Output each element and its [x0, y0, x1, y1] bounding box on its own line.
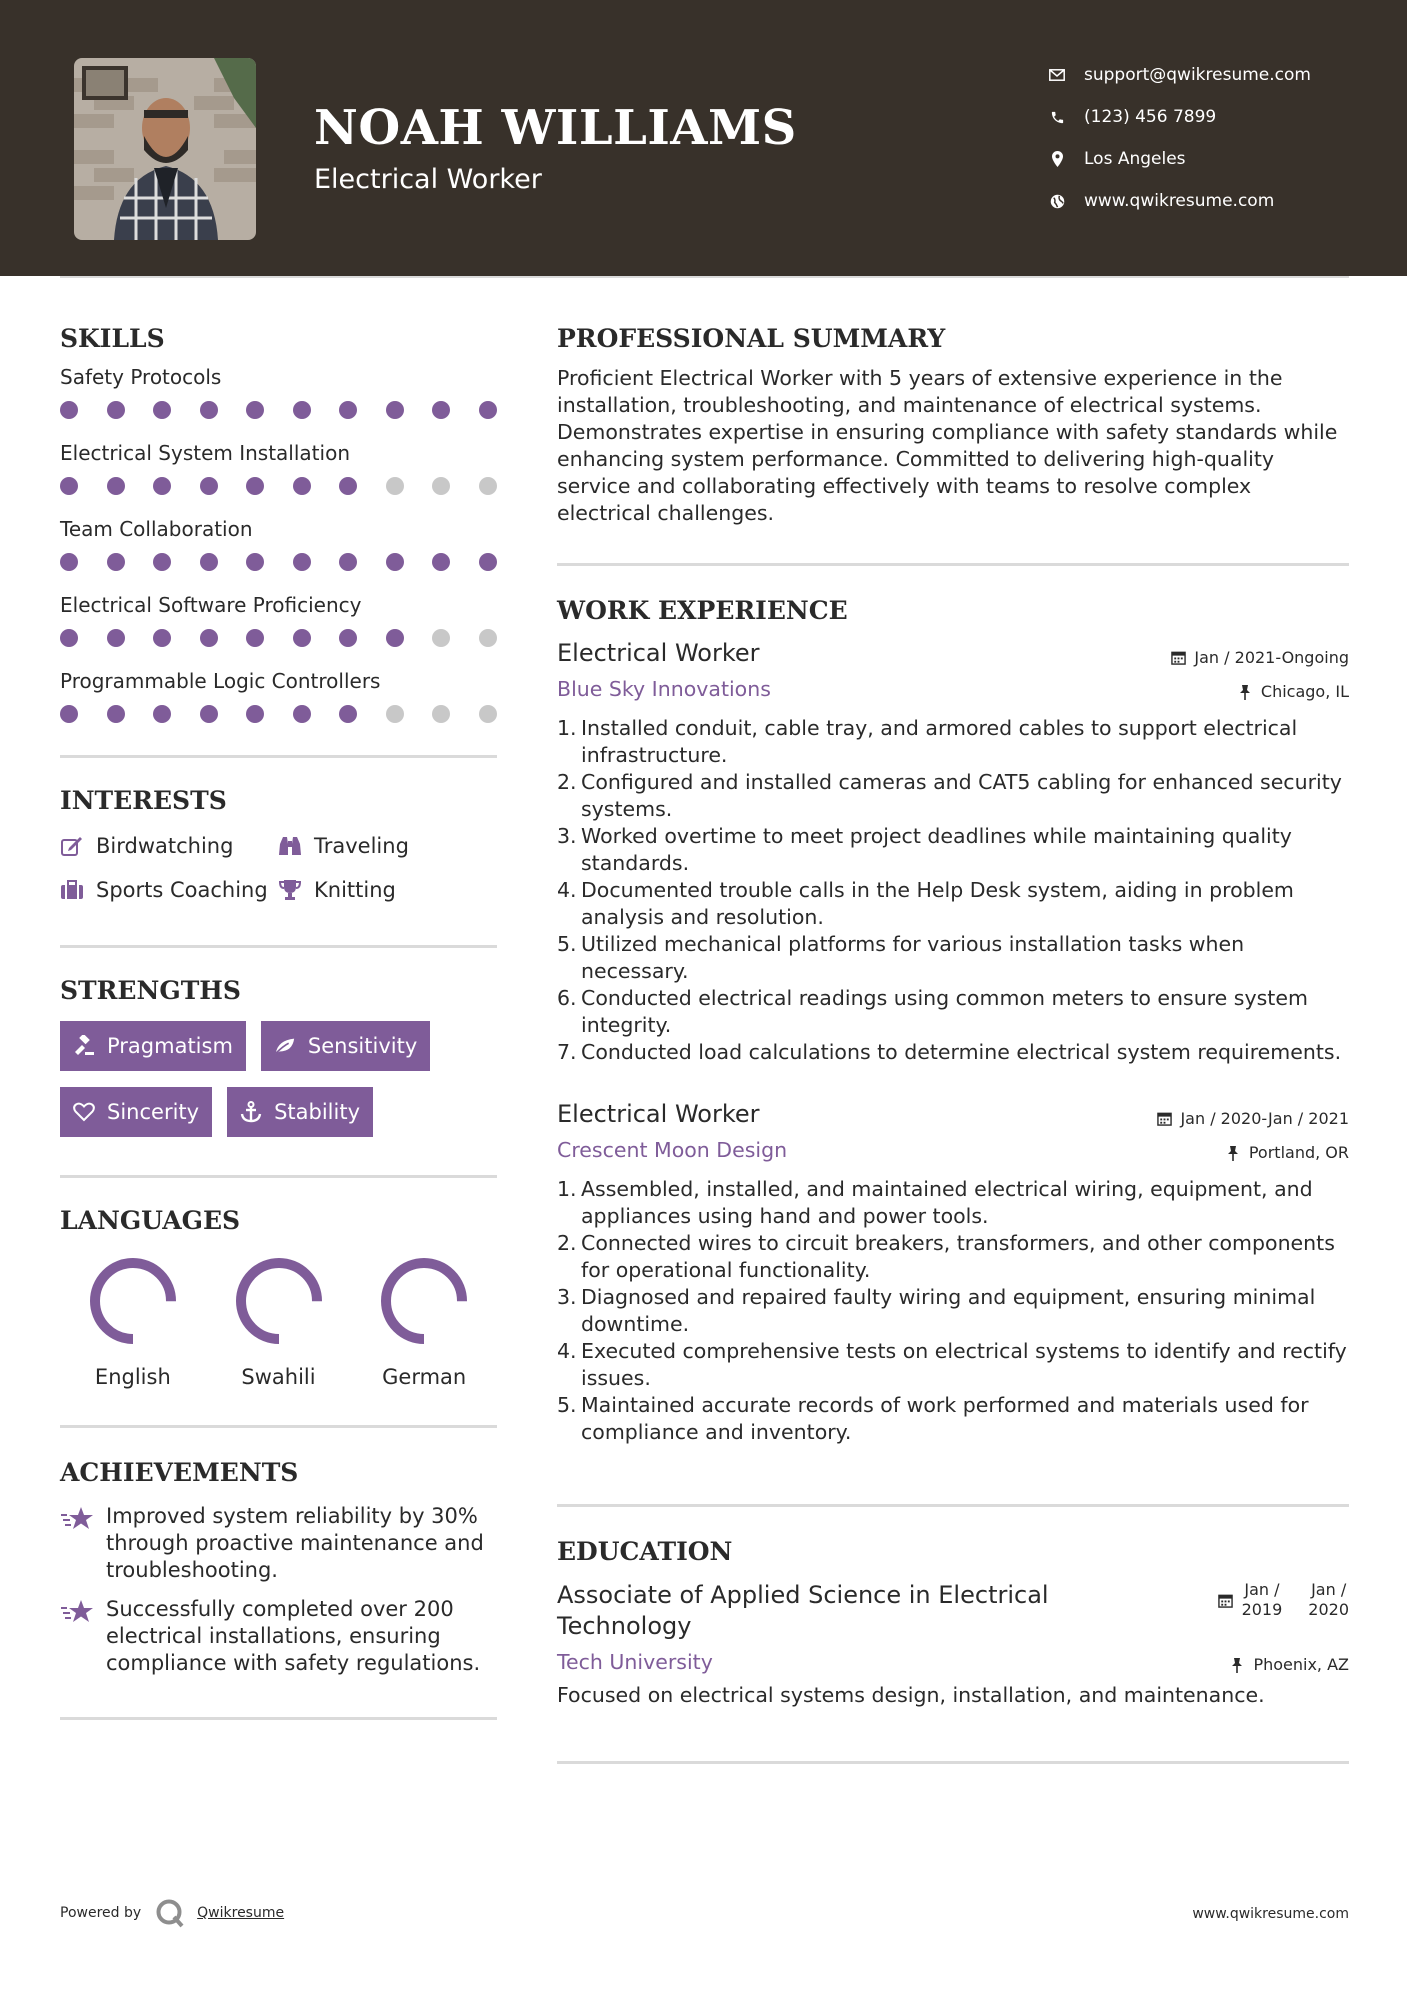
duty-text: Conducted load calculations to determine electrical system requirements. [581, 1040, 1342, 1064]
education-start-date [1242, 1580, 1283, 1620]
degree-line: Associate of Applied Science in Electrical [557, 1581, 1049, 1609]
job-subheader [557, 1138, 1349, 1162]
rating-dot-filled [246, 705, 264, 723]
rating-dot-filled [153, 401, 171, 419]
language-label: English [94, 1365, 171, 1389]
globe-icon [1048, 192, 1066, 210]
achievement-text: Improved system reliability by 30% through proactive maintenance and troubleshooting. [106, 1504, 484, 1582]
pushpin-icon [1229, 1657, 1245, 1673]
company-name: Crescent Moon Design [557, 1138, 788, 1162]
language-item [351, 1255, 497, 1389]
duty-number: 3. [557, 824, 577, 848]
rating-dot-filled [386, 553, 404, 571]
duty-text: Documented trouble calls in the Help Desk system, aiding in problem analysis and resolution. [581, 878, 1294, 929]
duty-number: 4. [557, 878, 577, 902]
job-entry [557, 639, 1349, 1066]
education-section [557, 1537, 1349, 1709]
rating-dot-filled [200, 553, 218, 571]
duty-number: 6. [557, 986, 577, 1010]
rating-dot-filled [339, 401, 357, 419]
section-divider [557, 1504, 1349, 1507]
language-label: Swahili [241, 1365, 316, 1389]
rating-dot-filled [432, 553, 450, 571]
contact-email[interactable] [1048, 54, 1311, 96]
star-icon [60, 1596, 94, 1677]
interest-label: Sports Coaching [96, 878, 268, 902]
duty-number: 2. [557, 1231, 577, 1255]
section-divider [557, 563, 1349, 566]
duty-item [557, 1338, 1349, 1392]
skill-name: Electrical Software Proficiency [60, 593, 362, 617]
rating-dot-filled [153, 705, 171, 723]
duty-number: 2. [557, 770, 577, 794]
pushpin-icon [1237, 684, 1253, 700]
job-header [557, 639, 1349, 667]
duty-item [557, 823, 1349, 877]
right-column [557, 276, 1349, 1764]
binoculars-icon [278, 834, 302, 858]
duty-text: Installed conduit, cable tray, and armored cables to support electrical infrastructure. [581, 716, 1298, 767]
rating-dot-filled [153, 629, 171, 647]
interest-label: Knitting [314, 878, 396, 902]
achievement-item [60, 1596, 497, 1677]
rating-dot-filled [200, 629, 218, 647]
duty-number: 7. [557, 1040, 577, 1064]
summary-text: Proficient Electrical Worker with 5 years of extensive experience in the installation, troubleshooting, and maintenance of electrical systems. Demonstrates expertise in ensuring compliance with safety standards while enhancing system performance. Committed to delivering high-quality service and collaborating effectively with teams to resolve complex electrical challenges. [557, 366, 1338, 525]
skill-item [60, 439, 497, 495]
languages-title: LANGUAGES [60, 1206, 241, 1235]
skill-name: Electrical System Installation [60, 441, 350, 465]
skills-list [60, 363, 497, 723]
interests-section [60, 786, 497, 905]
interest-item [278, 831, 488, 861]
rating-dot-filled [60, 553, 78, 571]
duty-text: Executed comprehensive tests on electrical systems to identify and rectify issues. [581, 1339, 1347, 1390]
education-subheader [557, 1650, 1349, 1674]
education-header [557, 1580, 1349, 1642]
education-title: EDUCATION [557, 1537, 733, 1566]
rating-dot-filled [293, 705, 311, 723]
interest-item [60, 831, 278, 861]
rating-dot-filled [200, 401, 218, 419]
anchor-icon [240, 1101, 262, 1123]
rating-dot-empty [386, 477, 404, 495]
calendar-icon [1218, 1592, 1234, 1608]
interest-label: Birdwatching [96, 834, 234, 858]
duty-item [557, 1176, 1349, 1230]
duty-text: Worked overtime to meet project deadlines while maintaining quality standards. [581, 824, 1292, 875]
rating-dot-filled [339, 553, 357, 571]
section-divider [60, 1425, 497, 1428]
job-location-text: Chicago, IL [1260, 682, 1349, 701]
rating-dot-filled [107, 553, 125, 571]
duty-number: 1. [557, 716, 577, 740]
summary-section [557, 324, 1349, 527]
achievements-title: ACHIEVEMENTS [60, 1458, 299, 1487]
contact-phone[interactable] [1048, 96, 1311, 138]
date-part: 2020 [1308, 1600, 1349, 1619]
company-name: Blue Sky Innovations [557, 677, 771, 701]
degree-title [557, 1580, 1049, 1642]
calendar-icon [1170, 650, 1186, 666]
candidate-name: NOAH WILLIAMS [314, 100, 797, 156]
rating-dot-filled [293, 629, 311, 647]
left-column [60, 276, 497, 1720]
rating-dot-filled [153, 477, 171, 495]
summary-title: PROFESSIONAL SUMMARY [557, 324, 946, 353]
strength-label: Pragmatism [107, 1034, 233, 1058]
strength-badge [60, 1021, 246, 1071]
duty-item [557, 769, 1349, 823]
skill-item [60, 591, 497, 647]
skill-name: Programmable Logic Controllers [60, 669, 381, 693]
duty-item [557, 1284, 1349, 1338]
duty-item [557, 877, 1349, 931]
rating-dot-filled [153, 553, 171, 571]
rating-dot-filled [479, 401, 497, 419]
section-divider [60, 755, 497, 758]
rating-dot-filled [107, 401, 125, 419]
languages-section [60, 1206, 497, 1389]
skill-name: Safety Protocols [60, 365, 222, 389]
gavel-icon [73, 1035, 95, 1057]
achievement-text: Successfully completed over 200 electrical installations, ensuring compliance with safety regulations. [106, 1597, 481, 1675]
language-item [206, 1255, 352, 1389]
footer-url[interactable]: www.qwikresume.com [1192, 1906, 1349, 1922]
rating-dot-filled [246, 553, 264, 571]
proficiency-arc [386, 1263, 462, 1339]
duty-item [557, 1392, 1349, 1446]
duty-item [557, 985, 1349, 1039]
rating-dot-filled [479, 553, 497, 571]
education-location-text: Phoenix, AZ [1253, 1655, 1349, 1674]
rating-dot-empty [386, 705, 404, 723]
strength-label: Sensitivity [307, 1034, 418, 1058]
contact-list [1048, 54, 1311, 222]
languages-list [60, 1255, 497, 1389]
proficiency-arc [95, 1263, 171, 1339]
education-location [1229, 1655, 1349, 1674]
education-end-date [1308, 1580, 1349, 1620]
envelope-icon [1048, 66, 1066, 84]
interest-item [60, 875, 278, 905]
language-label: German [382, 1365, 467, 1389]
rating-dot-filled [107, 705, 125, 723]
skill-rating [60, 705, 497, 723]
skills-title: SKILLS [60, 324, 165, 353]
section-divider [60, 1717, 497, 1720]
rating-dot-filled [293, 477, 311, 495]
job-subheader [557, 677, 1349, 701]
suitcase-icon [60, 878, 84, 902]
powered-by-text: Powered by [60, 1905, 142, 1921]
duty-item [557, 931, 1349, 985]
rating-dot-filled [339, 477, 357, 495]
edit-icon [60, 834, 84, 858]
strength-label: Stability [274, 1100, 361, 1124]
job-dates [1156, 1109, 1349, 1128]
rating-dot-empty [432, 629, 450, 647]
degree-line: Technology [557, 1612, 692, 1640]
job-location [1237, 682, 1349, 701]
job-entry [557, 1100, 1349, 1446]
duty-text: Assembled, installed, and maintained electrical wiring, equipment, and appliances using hand and power tools. [581, 1177, 1313, 1228]
rating-dot-filled [339, 705, 357, 723]
language-proficiency-ring [87, 1255, 179, 1347]
contact-email-text: support@qwikresume.com [1084, 65, 1311, 85]
section-divider [60, 945, 497, 948]
rating-dot-filled [246, 629, 264, 647]
duty-number: 5. [557, 932, 577, 956]
contact-location [1048, 138, 1311, 180]
rating-dot-filled [386, 629, 404, 647]
date-part: 2019 [1241, 1600, 1283, 1619]
brand-link[interactable]: Qwikresume [197, 1905, 285, 1921]
job-dates [1170, 648, 1349, 667]
job-location [1225, 1143, 1349, 1162]
achievement-item [60, 1503, 497, 1584]
language-proficiency-ring [378, 1255, 470, 1347]
strength-badge [227, 1087, 373, 1137]
job-title: Electrical Worker [557, 1100, 760, 1128]
contact-phone-text: (123) 456 7899 [1084, 107, 1217, 127]
rating-dot-filled [339, 629, 357, 647]
location-pin-icon [1048, 150, 1066, 168]
duty-text: Diagnosed and repaired faulty wiring and equipment, ensuring minimal downtime. [581, 1285, 1316, 1336]
date-part: Jan / [1311, 1580, 1347, 1599]
interests-list [60, 831, 497, 905]
duty-text: Utilized mechanical platforms for various installation tasks when necessary. [581, 932, 1245, 983]
strength-badge [60, 1087, 212, 1137]
education-dates [1218, 1580, 1349, 1642]
job-duties [557, 715, 1349, 1066]
education-description: Focused on electrical systems design, installation, and maintenance. [557, 1683, 1265, 1707]
contact-website[interactable] [1048, 180, 1311, 222]
skill-item [60, 363, 497, 419]
job-location-text: Portland, OR [1248, 1143, 1349, 1162]
rating-dot-empty [432, 477, 450, 495]
duty-text: Configured and installed cameras and CAT5 cabling for enhanced security systems. [581, 770, 1342, 821]
rating-dot-empty [479, 705, 497, 723]
rating-dot-filled [60, 477, 78, 495]
skill-item [60, 515, 497, 571]
school-name: Tech University [557, 1650, 713, 1674]
strengths-list [60, 1021, 497, 1137]
rating-dot-filled [246, 401, 264, 419]
resume-header [0, 0, 1407, 276]
rating-dot-filled [386, 401, 404, 419]
date-part: Jan / [1244, 1580, 1280, 1599]
rating-dot-filled [432, 401, 450, 419]
duty-number: 3. [557, 1285, 577, 1309]
rating-dot-filled [200, 705, 218, 723]
skill-item [60, 667, 497, 723]
qwikresume-logo-icon [155, 1898, 185, 1928]
candidate-role: Electrical Worker [314, 164, 542, 195]
duty-text: Connected wires to circuit breakers, transformers, and other components for operational functionality. [581, 1231, 1335, 1282]
interest-label: Traveling [314, 834, 409, 858]
calendar-icon [1156, 1111, 1172, 1127]
experience-section [557, 596, 1349, 1446]
experience-title: WORK EXPERIENCE [557, 596, 848, 625]
pushpin-icon [1225, 1145, 1241, 1161]
rating-dot-filled [293, 401, 311, 419]
achievements-section [60, 1458, 497, 1677]
rating-dot-filled [60, 629, 78, 647]
strengths-section [60, 976, 497, 1137]
rating-dot-filled [60, 401, 78, 419]
job-title: Electrical Worker [557, 639, 760, 667]
heart-icon [73, 1101, 95, 1123]
profile-photo [74, 58, 256, 240]
duty-item [557, 1039, 1349, 1066]
language-proficiency-ring [233, 1255, 325, 1347]
contact-location-text: Los Angeles [1084, 149, 1186, 169]
phone-icon [1048, 108, 1066, 126]
contact-website-text: www.qwikresume.com [1084, 191, 1275, 211]
rating-dot-filled [246, 477, 264, 495]
rating-dot-filled [107, 629, 125, 647]
language-item [60, 1255, 206, 1389]
rating-dot-filled [107, 477, 125, 495]
rating-dot-filled [200, 477, 218, 495]
duty-text: Maintained accurate records of work performed and materials used for compliance and inventory. [581, 1393, 1309, 1444]
job-dates-text: Jan / 2021-Ongoing [1194, 648, 1349, 667]
trophy-icon [278, 878, 302, 902]
skill-rating [60, 629, 497, 647]
job-header [557, 1100, 1349, 1128]
strength-label: Sincerity [107, 1100, 200, 1124]
rating-dot-empty [479, 477, 497, 495]
section-divider [60, 1175, 497, 1178]
duty-text: Conducted electrical readings using common meters to ensure system integrity. [581, 986, 1308, 1037]
duty-item [557, 1230, 1349, 1284]
skill-name: Team Collaboration [60, 517, 253, 541]
leaf-icon [274, 1035, 296, 1057]
rating-dot-empty [479, 629, 497, 647]
duty-item [557, 715, 1349, 769]
footer-credit [60, 1898, 284, 1928]
interests-title: INTERESTS [60, 786, 227, 815]
strengths-title: STRENGTHS [60, 976, 241, 1005]
rating-dot-empty [432, 705, 450, 723]
star-icon [60, 1503, 94, 1584]
interest-item [278, 875, 488, 905]
duty-number: 5. [557, 1393, 577, 1417]
skill-rating [60, 553, 497, 571]
duty-number: 4. [557, 1339, 577, 1363]
job-dates-text: Jan / 2020-Jan / 2021 [1180, 1109, 1349, 1128]
strength-badge [261, 1021, 430, 1071]
section-divider [557, 1761, 1349, 1764]
skill-rating [60, 401, 497, 419]
skills-section [60, 324, 497, 723]
rating-dot-filled [293, 553, 311, 571]
job-duties [557, 1176, 1349, 1446]
rating-dot-filled [60, 705, 78, 723]
proficiency-arc [241, 1263, 317, 1339]
duty-number: 1. [557, 1177, 577, 1201]
skill-rating [60, 477, 497, 495]
